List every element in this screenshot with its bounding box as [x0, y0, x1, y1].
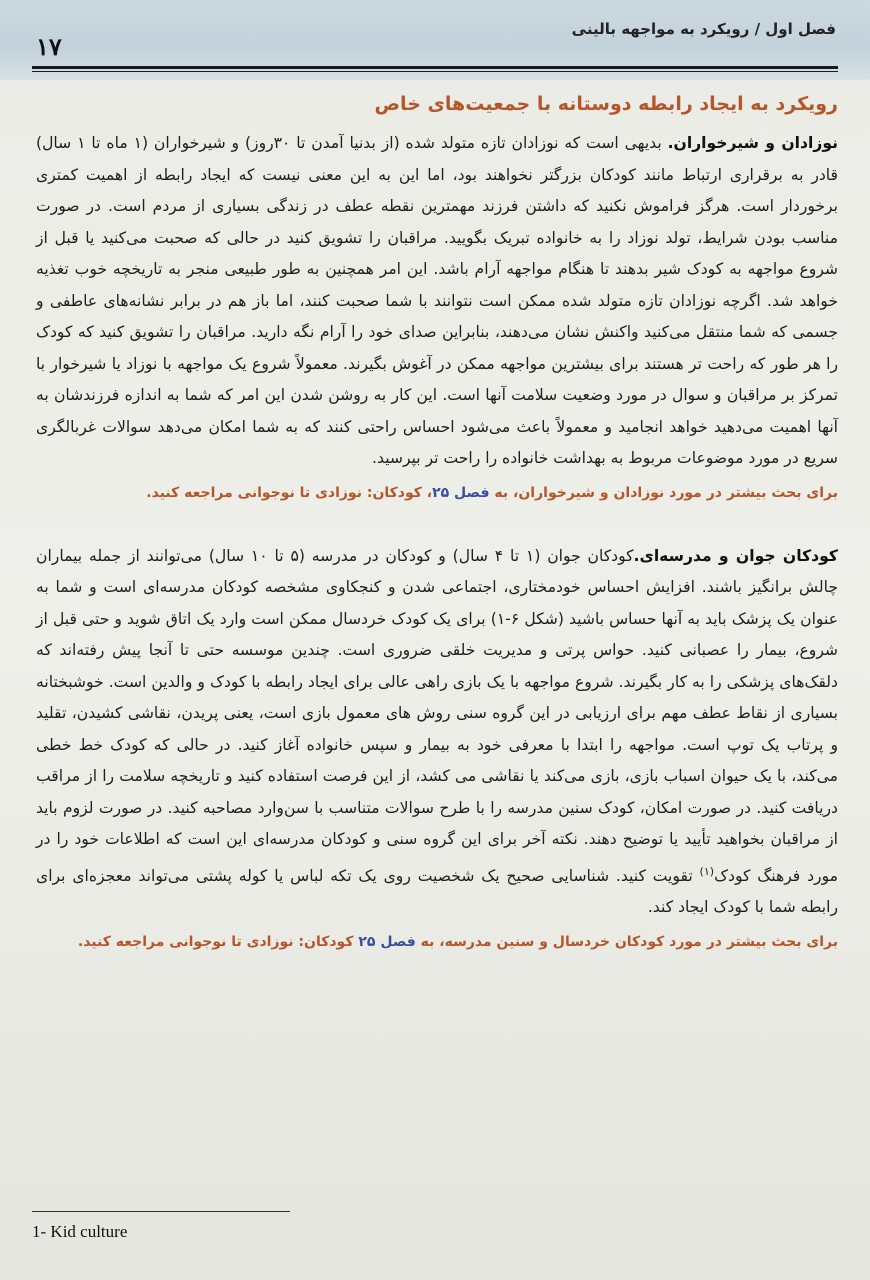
- reference-note-children: [36, 928, 838, 956]
- reference-note-infants: [36, 479, 838, 507]
- paragraph-body-children-end: تقویت کنید. شناسایی صحیح یک شخصیت روی یک تکه لباس یا کوله پشتی می‌تواند معجزه‌ای برای رابطه شما با کودک ایجاد کند.: [36, 866, 838, 917]
- header-rule-thin: [32, 71, 838, 72]
- reference-note-text-end: ، کودکان: نوزادی تا نوجوانی مراجعه کنید.: [146, 484, 433, 501]
- reference-note-text-end: کودکان: نوزادی تا نوجوانی مراجعه کنید.: [77, 933, 359, 950]
- paragraph-body-infants: بدیهی است که نوزادان تازه متولد شده (از بدنیا آمدن تا ۳۰روز) و شیرخواران (۱ ماه تا ۱ سال) قادر به برقراری ارتباط مانند کودکان بزرگتر نخواهند بود، اما این به این معنی نیست که ایجاد رابطه از اهمیت کمتری برخوردار است. هرگز فراموش نکنید که داشتن فرزند مهمترین نقطه عطف در زندگی بسیاری از مردم است. در صورت مناسب بودن شرایط، تولد نوزاد را به خانواده تبریک بگویید. مراقبان را تشویق کنید در حالی که صحبت می‌کنید یا قبل از شروع مواجهه به کودک شیر بدهند تا هنگام مواجهه آرام باشد. این امر همچنین به طور طبیعی منجر به تاریخچه خوب تغذیه خواهد شد. اگرچه نوزادان تازه متولد شده ممکن است نتوانند با شما صحبت کنند، اما باز هم در برابر نشانه‌های عاطفی و جسمی که شما منتقل می‌کنید واکنش نشان می‌دهند، بنابراین صدای خود را آرام نگه دارید. مراقبان را تشویق کنید که کودک را هر طور که راحت تر هستند برای بیشترین مواجهه ممکن در آغوش بگیرند. معمولاً شروع یک مواجهه با نوزاد یا شیرخوار با تمرکز بر مراقبان و سوال در مورد وضعیت سلامت آنها است. این کار به روشن شدن این امر که شما به اندازه فرزندشان به آنها اهمیت می‌دهید خواهد انجامید و معمولاً باعث می‌شود احساس راحتی کنند که به شما امکان می‌دهد سوالات غربالگری سریع در مورد موضوعات مربوط به بهداشت خانواده را راحت تر بپرسید.: [36, 134, 838, 467]
- paragraph-lead-infants: نوزادان و شیرخواران.: [667, 134, 838, 152]
- paragraph-children: [36, 541, 838, 924]
- paragraph-infants: [36, 128, 838, 475]
- running-head: فصل اول / رویکرد به مواجهه بالینی: [571, 20, 836, 38]
- paragraph-body-children: کودکان جوان (۱ تا ۴ سال) و کودکان در مدرسه (۵ تا ۱۰ سال) می‌توانند از جمله بیماران چالش برانگیز باشند. افزایش احساس خودمختاری، اجتماعی شدن و کنجکاوی مشخصه کودکان مدرسه‌ای است و شما به عنوان یک پزشک باید به آنها حساس باشید (شکل ۶-۱) برای یک کودک خردسال ممکن است وارد یک اتاق شوید و حتی قبل از شروع، بیمار را عصبانی کنید. حواس پرتی و مدیریت خلقی ضروری است. چندین موسسه حتی تا آنجا پیش رفته‌اند که دلقک‌های پزشکی را به کار بگیرند. شروع مواجهه با یک بازی راهی عالی برای ایجاد رابطه با کودک و والدین است. خوشبختانه بسیاری از نقاط عطف مهم برای ارزیابی در این گروه سنی روش های معمول بازی است، یعنی پریدن، نقاشی کشیدن، تقلید و پرتاب یک توپ است. مواجهه را ابتدا با معرفی خود به بیمار و سپس خانواده آغاز کنید. در حالی که کودک خط خطی می‌کند، با یک حیوان اسباب بازی، بازی می‌کند یا نقاشی می کشد، از این فرصت استفاده کنید و تاریخچه سلامت را از مراقب دریافت کنید. در صورت امکان، کودک سنین مدرسه را با طرح سوالات متناسب با سن‌وارد مصاحبه کنید. در صورت لزوم باید از مراقبان بخواهید تأیید یا توضیح دهند. نکته آخر برای این گروه سنی و کودکان مدرسه‌ای این است که اطلاعات خود را در مورد فرهنگ کودک: [36, 546, 839, 885]
- main-content: [36, 84, 838, 956]
- footnote: 1- Kid culture: [32, 1222, 128, 1241]
- header-rule: [32, 66, 838, 69]
- footnote-rule: [32, 1211, 290, 1212]
- reference-note-text: برای بحث بیشتر در مورد نوزادان و شیرخواران، به: [489, 484, 838, 501]
- reference-note-text: برای بحث بیشتر در مورد کودکان خردسال و سنین مدرسه، به: [415, 933, 838, 950]
- paragraph-lead-children: کودکان جوان و مدرسه‌ای.: [633, 546, 838, 565]
- footnote-marker[interactable]: (۱): [699, 864, 715, 878]
- chapter-link[interactable]: فصل ۲۵: [358, 933, 416, 950]
- spacer: [36, 507, 838, 541]
- section-heading: رویکرد به ایجاد رابطه دوستانه با جمعیت‌های خاص: [374, 93, 838, 115]
- page-number: ۱۷: [36, 32, 62, 61]
- chapter-link[interactable]: فصل ۲۵: [432, 484, 490, 501]
